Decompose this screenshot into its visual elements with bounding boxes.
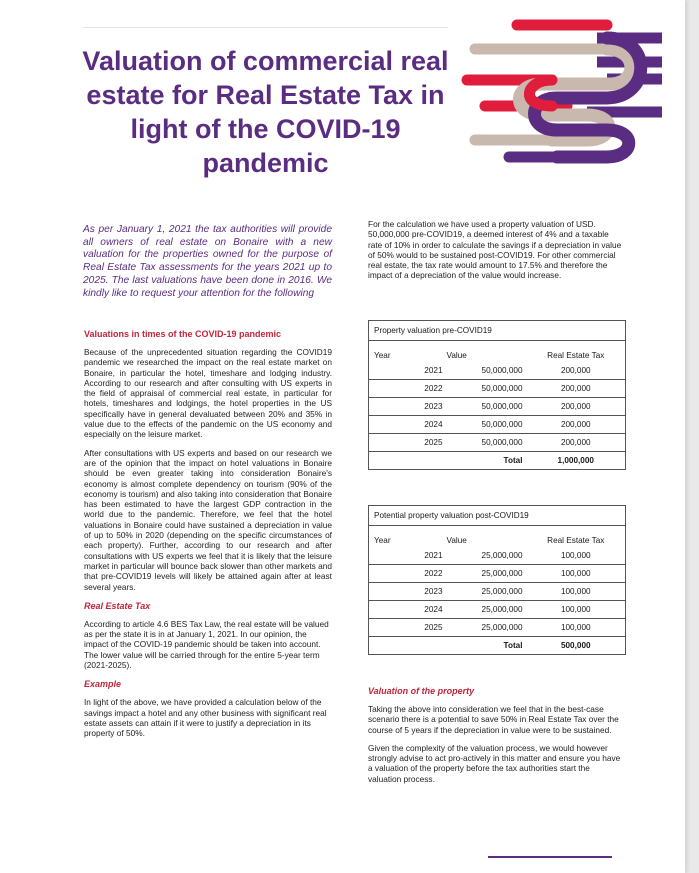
- paragraph-consultations: After consultations with US experts and based on our research we are of the opinion that the impact on hotel valuations in Bonaire should be even greater taking into consideration Bonaire's economy is almost complete dependency on tourism (90% of the economy is tourism) and also taking into consideration that Bonaire has been estimated to have the largest GDP contraction in the world due to the pandemic. Therefore, we feel that the hotel valuations in Bonaire could have sustained a depreciation in value of up to 50% in 2020 (depending on the specific circumstances of each property). Further, according to our research and after consultations with US experts we feel that it is likely that the leisure market in particular will bounce back slower than other markets and that pre-COVID19 levels will likely be attained again after at least several years.: [84, 447, 332, 592]
- year-cell: 2022: [369, 380, 447, 398]
- tax-cell: 200,000: [527, 398, 626, 416]
- page-title: Valuation of commercial real estate for Real Estate Tax in light of the COVID-19 pandemic: [82, 46, 449, 178]
- table-caption: Property valuation pre-COVID19: [369, 321, 626, 341]
- table-row: [369, 547, 626, 565]
- column-header-year: Year: [369, 526, 447, 547]
- left-column: [84, 328, 332, 747]
- year-cell: 2025: [369, 619, 447, 637]
- heading-real-estate-tax: Real Estate Tax: [84, 600, 151, 611]
- paragraph-best-case: Taking the above into consideration we feel that in the best-case scenario there is a potential to save 50% in Real Estate Tax over the course of 5 years if the depreciation in value were to be sustained.: [368, 704, 619, 735]
- value-cell: 50,000,000: [447, 398, 527, 416]
- table-row: [369, 398, 626, 416]
- total-label: Total: [447, 637, 527, 655]
- year-cell: 2021: [369, 362, 447, 380]
- table-total-row: [369, 637, 626, 655]
- table-row: [369, 619, 626, 637]
- year-cell: 2024: [369, 416, 447, 434]
- table-caption: Potential property valuation post-COVID19: [369, 506, 626, 526]
- table-row: [369, 583, 626, 601]
- value-cell: 25,000,000: [447, 565, 527, 583]
- tax-cell: 200,000: [527, 416, 626, 434]
- heading-example: Example: [84, 679, 122, 690]
- paragraph-tax-law: According to article 4.6 BES Tax Law, the real estate will be valued as per the state it is in at January 1, 2021. In our opinion, the impact of the COVID-19 pandemic should be taken into account. The lower value will be carried through for the entire 5-year term (2021-2025).: [84, 618, 329, 671]
- top-divider: [83, 27, 448, 28]
- total-value: 500,000: [527, 637, 626, 655]
- heading-valuation-property: Valuation of the property: [368, 686, 475, 696]
- year-cell: 2023: [369, 583, 447, 601]
- column-header-tax: Real Estate Tax: [527, 341, 626, 362]
- value-cell: 50,000,000: [447, 380, 527, 398]
- value-cell: 25,000,000: [447, 619, 527, 637]
- year-cell: 2025: [369, 434, 447, 452]
- intro-paragraph: As per January 1, 2021 the tax authorities will provide all owners of real estate on Bonaire with a new valuation for the properties owned for the purpose of Real Estate Tax assessments for the years 2021 up to 2025. The last valuations have been done in 2016. We kindly like to request your attention for the following: [83, 224, 332, 299]
- value-cell: 50,000,000: [447, 362, 527, 380]
- value-cell: 25,000,000: [447, 583, 527, 601]
- table-pre-covid: [368, 320, 626, 470]
- paragraph-research: Because of the unprecedented situation regarding the COVID19 pandemic we researched the impact on the real estate market on Bonaire, in particular the hotel, timeshare and lodging industry. According to our research and after consulting with US experts in the field of appraisal of commercial real estate, in particular for hotels, timeshares and lodgings, the hotel properties in the US specifically have in general devaluated between 20% and 35% in value due to the effects of the pandemic on the US economy and especially on the leisure market.: [84, 347, 332, 440]
- table-row: [369, 416, 626, 434]
- table-row: [369, 565, 626, 583]
- value-cell: 25,000,000: [447, 547, 527, 565]
- right-column-bottom: [368, 685, 625, 792]
- column-header-year: Year: [369, 341, 447, 362]
- table-total-row: [369, 452, 626, 470]
- total-label: Total: [447, 452, 527, 470]
- column-header-value: Value: [446, 350, 467, 360]
- table-post-covid: [368, 505, 626, 655]
- tax-cell: 100,000: [527, 583, 626, 601]
- table-row: [369, 434, 626, 452]
- column-header-value: Value: [446, 535, 467, 545]
- year-cell: 2023: [369, 398, 447, 416]
- tax-cell: 200,000: [527, 362, 626, 380]
- paragraph-calculation: For the calculation we have used a property valuation of USD. 50,000,000 pre-COVID19, a deemed interest of 4% and a taxable rate of 10% in order to calculate the savings if a depreciation in value of 50% would to be sustained post-COVID19. For other commercial real estate, the tax rate would amount to 17.5% and therefore the impact of a depreciation of the value would increase.: [368, 219, 622, 281]
- heading-valuations-covid: Valuations in times of the COVID-19 pandemic: [84, 329, 282, 339]
- year-cell: 2022: [369, 565, 447, 583]
- tax-cell: 100,000: [527, 619, 626, 637]
- paragraph-advice: Given the complexity of the valuation process, we would however strongly advise to act pro-actively in this matter and ensure you have a valuation of the property before the tax authorities start the valuation process.: [368, 742, 621, 784]
- tax-cell: 100,000: [527, 601, 626, 619]
- tax-cell: 100,000: [527, 565, 626, 583]
- year-cell: 2024: [369, 601, 447, 619]
- table-row: [369, 601, 626, 619]
- total-value: 1,000,000: [527, 452, 626, 470]
- bottom-divider: [488, 856, 612, 858]
- tax-cell: 100,000: [527, 547, 626, 565]
- value-cell: 50,000,000: [447, 416, 527, 434]
- value-cell: 50,000,000: [447, 434, 527, 452]
- table-row: [369, 362, 626, 380]
- year-cell: 2021: [369, 547, 447, 565]
- table-row: [369, 380, 626, 398]
- value-cell: 25,000,000: [447, 601, 527, 619]
- ribbon-logo-icon: [457, 12, 662, 172]
- right-column-top: [368, 219, 625, 289]
- column-header-tax: Real Estate Tax: [527, 526, 626, 547]
- tax-cell: 200,000: [527, 434, 626, 452]
- tax-cell: 200,000: [527, 380, 626, 398]
- paragraph-example: In light of the above, we have provided a calculation below of the savings impact a hotel and any other business with significant real estate assets can attain if it were to justify a depreciation in its property of 50%.: [84, 697, 327, 739]
